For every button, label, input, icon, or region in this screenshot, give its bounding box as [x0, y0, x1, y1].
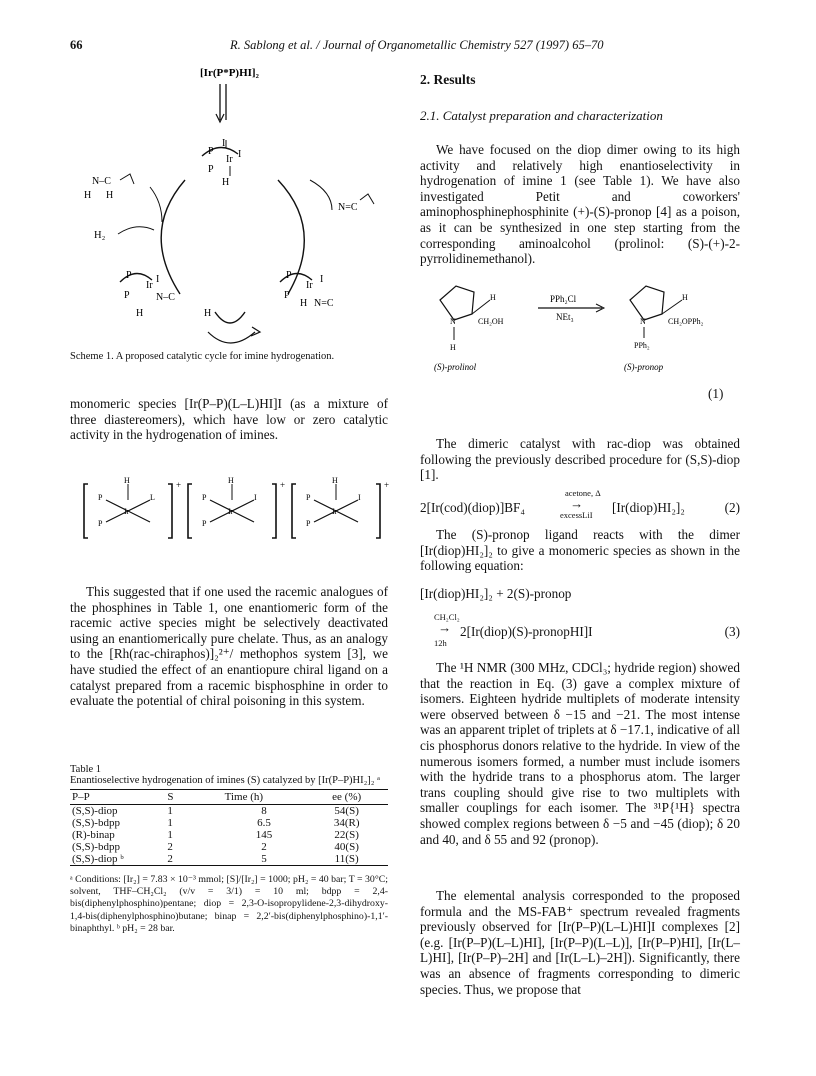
svg-text:Ir: Ir [332, 507, 338, 516]
svg-text:P: P [306, 493, 311, 502]
svg-text:L: L [150, 493, 155, 502]
svg-text:P: P [202, 493, 207, 502]
table-row [70, 841, 388, 853]
table-header-cell: S [165, 790, 222, 805]
table-cell: 2 [165, 853, 222, 866]
table-row [70, 817, 388, 829]
eq2-above: acetone, Δ [565, 488, 601, 498]
eq2-arrow: → [570, 496, 584, 511]
eq3-arrow: → [438, 620, 452, 635]
svg-text:P: P [286, 270, 292, 281]
svg-text:P: P [126, 270, 132, 281]
svg-text:H: H [450, 343, 456, 352]
eq3-right: 2[Ir(diop)(S)-pronopHI]I [460, 624, 593, 639]
svg-text:P: P [306, 519, 311, 528]
h2-label: H₂ [94, 230, 106, 241]
svg-text:N: N [640, 317, 646, 326]
table-cell: 6.5 [257, 817, 271, 829]
svg-text:I: I [222, 138, 226, 149]
table-caption: Enantioselective hydrogenation of imines (S) catalyzed by [Ir(P–P)HI₂]₂ ᵃ [70, 775, 380, 786]
svg-text:H: H [490, 293, 496, 302]
svg-text:P: P [202, 519, 207, 528]
table-row [70, 805, 388, 818]
svg-text:P: P [98, 493, 103, 502]
svg-text:H: H [682, 293, 688, 302]
table-header-cell: Time (h) [223, 790, 306, 805]
table-cell: (S,S)-bdpp [72, 817, 120, 829]
table-cell: 40(S) [334, 841, 359, 853]
svg-text:N=C: N=C [314, 298, 334, 309]
equation-3-number: (3) [724, 624, 740, 639]
diastereomer-3 [292, 476, 389, 538]
table-title: Table 1 [70, 764, 102, 775]
table-cell: (S,S)-diop ᵇ [70, 853, 165, 866]
svg-text:Ir: Ir [226, 154, 233, 165]
svg-text:I: I [320, 274, 324, 285]
right-paragraph-4: The ¹H NMR (300 MHz, CDCl₃; hydride region) showed that the reaction in Eq. (3) gave a complex mixture of isomers. Eighteen hydride multiplets of moderate intensity were observed between δ −15 and −21. The most intense was an apparent triplet of triplets at δ −17.1, indicative of all cis phosphorus donors relative to the hydride. In view of the numerous isomers formed, a number must include isomers with the hydride trans to a phosphorus atom. The larger trans coupling should give rise to two multiplets with smaller couplings for each isomer. The ³¹P{¹H} spectra showed complex regions between δ −5 and −45 (diop); δ 20 and 40, and δ 55 and 92 (pronop). [420, 660, 740, 847]
running-head: R. Sablong et al. / Journal of Organometallic Chemistry 527 (1997) 65–70 [230, 38, 604, 52]
section-heading: 2. Results [420, 72, 476, 87]
table-1 [70, 764, 388, 935]
svg-text:N: N [450, 317, 456, 326]
scheme-dimer-label: [Ir(P*P)HI]₂ [200, 67, 259, 79]
svg-text:P: P [208, 164, 214, 175]
amine-product-label: N–C [92, 176, 111, 187]
pronop-synthesis-scheme [420, 272, 740, 372]
eq2-left: 2[Ir(cod)(diop)]BF₄ [420, 500, 525, 515]
table-cell: 145 [255, 829, 273, 841]
svg-text:+: + [176, 480, 182, 490]
subsection-heading: 2.1. Catalyst preparation and characterization [420, 108, 663, 123]
pronop-label: (S)-pronop [624, 362, 664, 372]
svg-text:H: H [332, 476, 338, 485]
diastereomer-1 [84, 476, 181, 538]
table-cell: 54(S) [334, 805, 359, 817]
svg-text:H: H [84, 190, 92, 201]
svg-text:P: P [284, 290, 290, 301]
svg-text:H: H [136, 308, 144, 319]
svg-text:I: I [254, 493, 257, 502]
svg-text:Ir: Ir [146, 280, 153, 291]
table-cell: 8 [261, 805, 267, 817]
reagent-top: PPh₂Cl [550, 294, 577, 304]
prolinol-label: (S)-prolinol [434, 362, 477, 372]
svg-text:I: I [156, 274, 160, 285]
reagent-bottom: NEt₃ [556, 312, 574, 322]
diastereomer-structures [84, 476, 390, 542]
equation-2-number: (2) [724, 500, 740, 515]
ch2oh-label: CH₂OH [478, 317, 504, 326]
svg-text:H: H [124, 476, 130, 485]
table-cell: 1 [167, 817, 173, 829]
svg-text:H: H [106, 190, 114, 201]
svg-text:Ir: Ir [306, 280, 313, 291]
table-cell: 5 [223, 853, 306, 866]
svg-text:Ir: Ir [124, 507, 130, 516]
table-header-row [70, 790, 388, 805]
svg-text:I: I [238, 149, 242, 160]
equation-2 [420, 488, 740, 528]
left-paragraph-1: monomeric species [Ir(P–P)(L–L)HI]I (as a mixture of three diastereomers), which have low or zero catalytic activity in the hydrogenation of imines. [70, 396, 388, 443]
table-cell: 11(S) [305, 853, 388, 866]
eq3-above: CH₂Cl₂ [434, 612, 460, 622]
eq3-below: 12h [434, 638, 447, 648]
eq2-below: excessLiI [560, 510, 593, 520]
svg-text:P: P [98, 519, 103, 528]
page-number: 66 [70, 38, 83, 52]
equation-1-number: (1) [708, 386, 724, 401]
right-paragraph-5: The elemental analysis corresponded to the proposed formula and the MS-FAB⁺ spectrum revealed fragments previously observed for [Ir(P–P)(L–L)HI]I complexes [2] (e.g. [Ir(P–P)(L–L)HI], [Ir(P–P)(L–L)], [Ir(P–P)HI], [Ir(L–L)HI], [Ir(P–P)–2H] and [Ir(L–L)–2H]). Significantly, there was an absence of fragments corresponding to dimeric species. Thus, we propose that [420, 888, 740, 997]
imine-label: N=C [338, 202, 358, 213]
diastereomer-2 [188, 476, 285, 538]
eq3-line1: [Ir(diop)HI₂]₂ + 2(S)-pronop [420, 586, 572, 601]
table-header-cell: ee (%) [305, 790, 388, 805]
ch2opph2-label: CH₂OPPh₂ [668, 317, 704, 326]
svg-text:H: H [222, 177, 230, 188]
equation-3 [420, 586, 740, 652]
eq2-right: [Ir(diop)HI₂]₂ [612, 500, 685, 515]
svg-text:+: + [384, 480, 390, 490]
svg-text:P: P [124, 290, 130, 301]
svg-text:Ir: Ir [228, 507, 234, 516]
svg-text:H: H [300, 298, 308, 309]
table-cell: (R)-binap [72, 829, 115, 841]
table-footnote: ᵃ Conditions: [Ir₂] = 7.83 × 10⁻³ mmol; [S]/[Ir₂] = 1000; pH₂ = 40 bar; T = 30°C; solvent, THF–CH₂Cl₂ (v/v = 3/1) = 10 ml; bdpp = 2,4-bis(diphenylphosphino)pentane; diop = 2,3-O-isopropylidene-2,3-dihydroxy-1,4-bis(diphenylphosphino)butane; binap = 2,2′-bis(diphenylphosphino)-1,1′-binaphthyl. ᵇ pH₂ = 28 bar. [70, 874, 388, 934]
table-cell: 2 [167, 841, 173, 853]
svg-text:H: H [228, 476, 234, 485]
table-cell: 34(R) [333, 817, 360, 829]
table-cell: (S,S)-bdpp [72, 841, 120, 853]
table-row [70, 853, 388, 866]
left-paragraph-2: This suggested that if one used the racemic analogues of the phosphines in Table 1, one enantiomeric form of the racemic active species might be selectively deactivated using an enantiomerically pure chelate. Thus, as an analogy to the [Rh(rac-chiraphos)]₂²⁺/ methophos system [3], we have studied the effect of an enantiopure chiral ligand on a catalyst prepared from a racemic bisphosphine in order to evaluate the potential of chiral poisoning in this system. [70, 584, 388, 709]
table-row [70, 829, 388, 841]
table-header-cell: P–P [70, 790, 165, 805]
svg-text:P: P [208, 146, 214, 157]
scheme-caption: Scheme 1. A proposed catalytic cycle for imine hydrogenation. [70, 351, 335, 362]
table-cell: 1 [167, 805, 173, 817]
table-grid [70, 789, 388, 866]
svg-text:+: + [280, 480, 286, 490]
svg-text:H: H [204, 308, 212, 319]
table-cell: 2 [261, 841, 267, 853]
right-paragraph-1: We have focused on the diop dimer owing to its high activity and relatively high enantioselectivity in hydrogenation of imine 1 (see Table 1). We have also investigated Petit and coworkers' aminophosphinephosphinite (+)-(S)-pronop [4] as a poison, as it can be synthesized in one step starting from the corresponding aminoalcohol (prolinol: (S)-(+)-2-pyrrolidinemethanol). [420, 142, 740, 267]
right-paragraph-3: The (S)-pronop ligand reacts with the dimer [Ir(diop)HI₂]₂ to give a monomeric species as shown in the following equation: [420, 527, 740, 574]
svg-text:I: I [358, 493, 361, 502]
table-cell: 1 [167, 829, 173, 841]
pph2-label: PPh₂ [634, 341, 650, 350]
table-cell: 22(S) [334, 829, 359, 841]
table-cell: (S,S)-diop [72, 805, 118, 817]
catalytic-cycle-scheme [70, 62, 400, 347]
svg-text:N–C: N–C [156, 292, 175, 303]
right-paragraph-2: The dimeric catalyst with rac-diop was obtained following the previously described procedure for (S,S)-diop [1]. [420, 436, 740, 483]
